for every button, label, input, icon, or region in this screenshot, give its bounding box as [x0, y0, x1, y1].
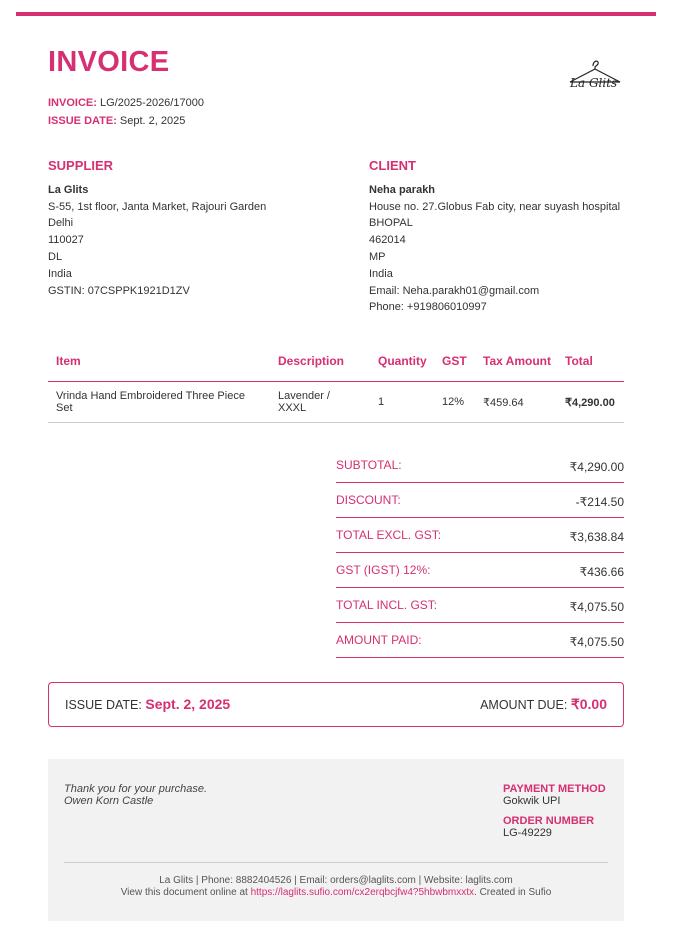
- footer-contact-block: [48, 875, 624, 899]
- supplier-line: DL: [48, 250, 63, 263]
- thanks-text: Thank you for your purchase.: [64, 783, 208, 795]
- view-online-link[interactable]: https://laglits.sufio.com/cx2erqbcjfw4?5hbwbmxxtx: [250, 887, 475, 898]
- col-header-item: Item: [48, 340, 278, 382]
- total-incl-gst-label: TOTAL INCL. GST:: [336, 598, 438, 612]
- gst-value: ₹436.66: [579, 565, 624, 579]
- col-header-quantity: Quantity: [378, 340, 442, 382]
- footer-view-line: [48, 887, 624, 899]
- gst-row: [336, 553, 624, 588]
- issue-date-row: [48, 115, 185, 127]
- client-phone: Phone: +919806010997: [369, 301, 487, 314]
- subtotal-value: ₹4,290.00: [569, 460, 624, 474]
- total-excl-gst-label: TOTAL EXCL. GST:: [336, 528, 442, 542]
- footer: [48, 759, 624, 921]
- footer-contact: La Glits | Phone: 8882404526 | Email: orders@laglits.com | Website: laglits.com: [159, 875, 513, 886]
- invoice-number-row: [48, 97, 204, 109]
- cell-total: ₹4,290.00: [565, 382, 624, 423]
- client-line: India: [369, 267, 393, 280]
- supplier-line: 110027: [48, 234, 84, 247]
- supplier-line: Delhi: [48, 217, 74, 230]
- client-block: [369, 158, 620, 316]
- amount-paid-value: ₹4,075.50: [569, 635, 624, 649]
- totals-block: [336, 448, 624, 658]
- issue-date-value: Sept. 2, 2025: [119, 115, 186, 127]
- due-box-issue-value: Sept. 2, 2025: [145, 696, 231, 712]
- payment-info: [503, 783, 606, 839]
- items-table-header: [48, 340, 624, 382]
- supplier-line: India: [48, 267, 72, 280]
- total-excl-gst-value: ₹3,638.84: [569, 530, 624, 544]
- discount-value: -₹214.50: [575, 495, 624, 509]
- order-number-label: ORDER NUMBER: [503, 815, 595, 827]
- view-prefix: View this document online at: [120, 887, 251, 898]
- amount-paid-row: [336, 623, 624, 658]
- client-line: House no. 27.Globus Fab city, near suyash hospital: [369, 200, 621, 213]
- due-box-amount-due: [480, 696, 607, 713]
- supplier-block: [48, 158, 266, 299]
- col-header-total: Total: [565, 340, 624, 382]
- view-suffix: . Created in Sufio: [474, 887, 552, 898]
- table-row: [48, 382, 624, 423]
- issue-date-label: ISSUE DATE:: [48, 115, 117, 127]
- supplier-line: GSTIN: 07CSPPK1921D1ZV: [48, 284, 190, 297]
- client-line: 462014: [369, 234, 406, 247]
- order-number-value: LG-49229: [503, 827, 552, 839]
- payment-method-value: Gokwik UPI: [503, 795, 561, 807]
- col-header-tax-amount: Tax Amount: [483, 340, 565, 382]
- client-line: BHOPAL: [369, 217, 413, 230]
- discount-row: [336, 483, 624, 518]
- cell-gst: 12%: [442, 382, 483, 423]
- items-table: [48, 340, 624, 423]
- amount-paid-label: AMOUNT PAID:: [336, 633, 422, 647]
- subtotal-row: [336, 448, 624, 483]
- total-incl-gst-value: ₹4,075.50: [569, 600, 624, 614]
- total-excl-gst-row: [336, 518, 624, 553]
- invoice-number-label: INVOICE:: [48, 97, 97, 109]
- supplier-name: La Glits: [48, 183, 89, 196]
- footer-address: Owen Korn Castle: [64, 795, 154, 807]
- col-header-gst: GST: [442, 340, 483, 382]
- cell-item: Vrinda Hand Embroidered Three Piece Set: [48, 382, 278, 423]
- client-line: MP: [369, 250, 386, 263]
- amount-due-label: AMOUNT DUE:: [480, 698, 568, 712]
- invoice-title: INVOICE: [48, 46, 170, 78]
- invoice-number-value: LG/2025-2026/17000: [99, 97, 204, 109]
- due-box-issue-date: [65, 696, 230, 712]
- top-accent-bar: [16, 12, 656, 16]
- gst-label: GST (IGST) 12%:: [336, 563, 431, 577]
- supplier-heading: SUPPLIER: [48, 158, 114, 173]
- logo-wordmark: La Glits: [570, 76, 618, 90]
- client-heading: CLIENT: [369, 158, 416, 173]
- discount-label: DISCOUNT:: [336, 493, 401, 507]
- amount-due-box: [48, 682, 624, 727]
- cell-tax: ₹459.64: [483, 382, 565, 423]
- subtotal-label: SUBTOTAL:: [336, 458, 402, 472]
- thanks-note: [64, 783, 207, 807]
- total-incl-gst-row: [336, 588, 624, 623]
- client-email: Email: Neha.parakh01@gmail.com: [369, 284, 540, 297]
- col-header-description: Description: [278, 340, 378, 382]
- footer-divider: [64, 862, 608, 863]
- payment-method-label: PAYMENT METHOD: [503, 783, 606, 795]
- due-box-issue-label: ISSUE DATE:: [65, 698, 142, 712]
- cell-quantity: 1: [378, 382, 442, 423]
- amount-due-value: ₹0.00: [570, 696, 607, 712]
- cell-description: Lavender / XXXL: [278, 382, 378, 423]
- supplier-line: S-55, 1st floor, Janta Market, Rajouri Garden: [48, 200, 267, 213]
- client-name: Neha parakh: [369, 183, 436, 196]
